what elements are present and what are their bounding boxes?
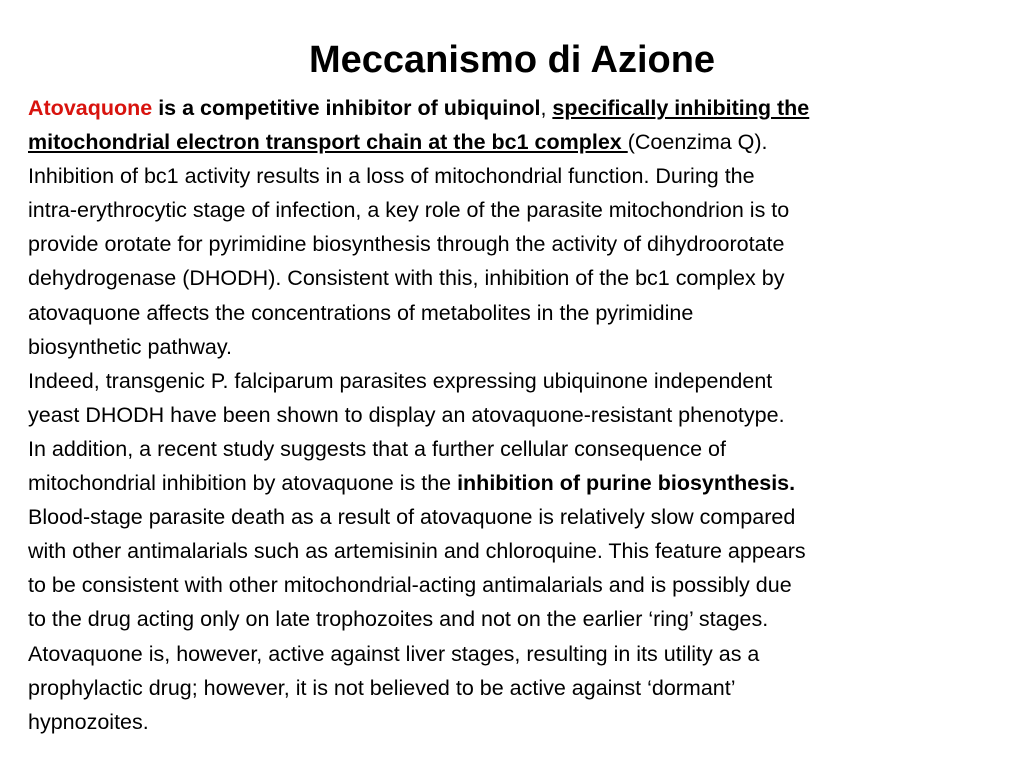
underlined-bold-phrase: specifically inhibiting the	[552, 96, 810, 120]
text-line: prophylactic drug; however, it is not believed to be active against ‘dormant’	[28, 675, 736, 700]
drug-name-highlight: Atovaquone	[28, 96, 153, 120]
text-line: biosynthetic pathway.	[28, 334, 232, 359]
text-line: yeast DHODH have been shown to display an atovaquone-resistant phenotype.	[28, 402, 785, 427]
text-line: to the drug acting only on late trophozoites and not on the earlier ‘ring’ stages.	[28, 607, 769, 632]
body-text	[28, 91, 988, 739]
text-segment: mitochondrial inhibition by atovaquone is the	[28, 471, 458, 496]
text-line: Blood-stage parasite death as a result of atovaquone is relatively slow compared	[28, 505, 796, 530]
text-line	[28, 466, 988, 500]
text-line: intra-erythrocytic stage of infection, a key role of the parasite mitochondrion is to	[28, 198, 790, 223]
text-line: hypnozoites.	[28, 709, 149, 734]
text-line: Atovaquone is, however, active against liver stages, resulting in its utility as a	[28, 641, 760, 666]
text-line: Indeed, transgenic P. falciparum parasites expressing ubiquinone independent	[28, 368, 773, 393]
text-line: Inhibition of bc1 activity results in a loss of mitochondrial function. During the	[28, 164, 755, 189]
underlined-bold-phrase: mitochondrial electron transport chain at the bc1 complex	[28, 130, 628, 155]
text-line: with other antimalarials such as artemisinin and chloroquine. This feature appears	[28, 539, 806, 564]
slide-title: Meccanismo di Azione	[308, 39, 716, 81]
text-line	[28, 91, 988, 125]
text-segment: (Coenzima Q).	[627, 130, 768, 155]
text-line: provide orotate for pyrimidine biosynthesis through the activity of dihydroorotate	[28, 232, 785, 257]
text-line: dehydrogenase (DHODH). Consistent with this, inhibition of the bc1 complex by	[28, 266, 785, 291]
text-segment: ,	[540, 96, 553, 120]
text-line	[28, 125, 988, 159]
bold-phrase: is a competitive inhibitor of ubiquinol	[152, 96, 541, 120]
text-line: to be consistent with other mitochondrial-acting antimalarials and is possibly due	[28, 573, 792, 598]
bold-phrase: inhibition of purine biosynthesis.	[457, 471, 796, 496]
text-line: In addition, a recent study suggests that a further cellular consequence of	[28, 436, 726, 461]
text-line: atovaquone affects the concentrations of metabolites in the pyrimidine	[28, 300, 694, 325]
